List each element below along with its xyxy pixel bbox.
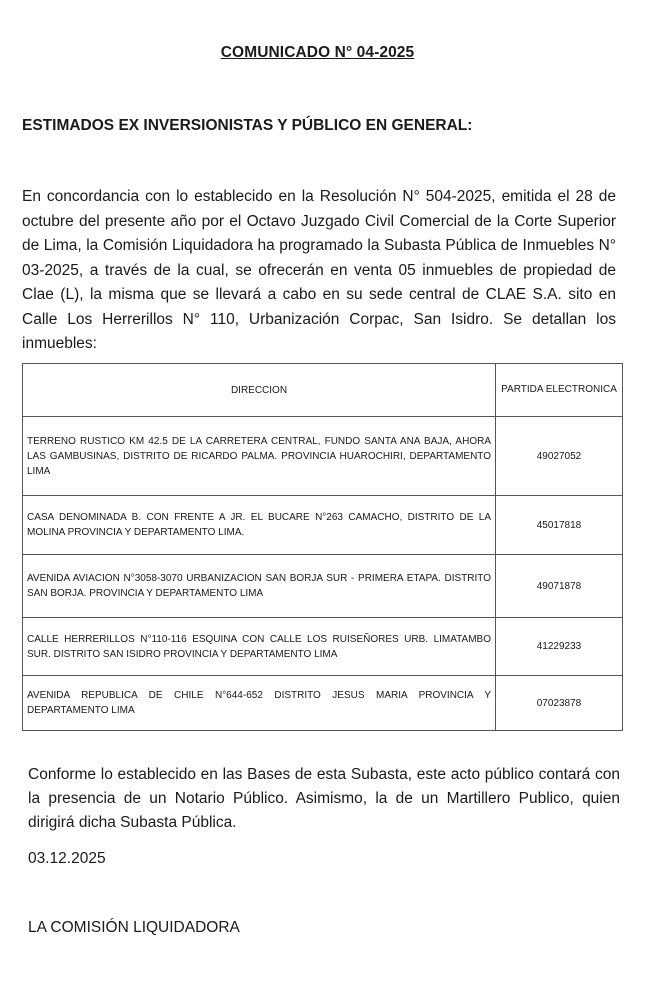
row-direccion: CASA DENOMINADA B. CON FRENTE A JR. EL BUCARE N°263 CAMACHO, DISTRITO DE LA MOLINA PROVINCIA Y DEPARTAMENTO LIMA. bbox=[23, 496, 496, 555]
closing-paragraph: Conforme lo establecido en las Bases de esta Subasta, este acto público contará con la presencia de un Notario Público. Asimismo, la de un Martillero Publico, quien dirigirá dicha Subasta Pública. bbox=[28, 766, 620, 831]
table-row bbox=[23, 496, 623, 555]
row-partida: 41229233 bbox=[496, 618, 623, 676]
salutation-heading: ESTIMADOS EX INVERSIONISTAS Y PÚBLICO EN GENERAL: bbox=[22, 117, 473, 134]
table-row bbox=[23, 555, 623, 618]
header-direccion: DIRECCION bbox=[23, 364, 496, 417]
row-partida: 49071878 bbox=[496, 555, 623, 618]
document-title: COMUNICADO N° 04-2025 bbox=[220, 44, 415, 61]
row-partida: 07023878 bbox=[496, 676, 623, 731]
row-direccion: AVENIDA REPUBLICA DE CHILE N°644-652 DISTRITO JESUS MARIA PROVINCIA Y DEPARTAMENTO LIMA bbox=[23, 676, 496, 731]
intro-paragraph: En concordancia con lo establecido en la Resolución N° 504-2025, emitida el 28 de octubre del presente año por el Octavo Juzgado Civil Comercial de la Corte Superior de Lima, la Comisión Liquidadora ha programado la Subasta Pública de Inmuebles N° 03-2025, a través de la cual, se ofrecerán en venta 05 inmuebles de propiedad de Clae (L), la misma que se llevará a cabo en su sede central de CLAE S.A. sito en Calle Los Herrerillos N° 110, Urbanización Corpac, San Isidro. Se detallan los inmuebles: bbox=[22, 188, 616, 352]
row-partida: 45017818 bbox=[496, 496, 623, 555]
row-direccion: AVENIDA AVIACION N°3058-3070 URBANIZACION SAN BORJA SUR - PRIMERA ETAPA. DISTRITO SAN BORJA. PROVINCIA Y DEPARTAMENTO LIMA bbox=[23, 555, 496, 618]
document-date: 03.12.2025 bbox=[28, 850, 106, 867]
table-row bbox=[23, 676, 623, 731]
row-direccion: CALLE HERRERILLOS N°110-116 ESQUINA CON CALLE LOS RUISEÑORES URB. LIMATAMBO SUR. DISTRITO SAN ISIDRO PROVINCIA Y DEPARTAMENTO LIMA bbox=[23, 618, 496, 676]
header-partida: PARTIDA ELECTRONICA bbox=[496, 364, 623, 417]
properties-table bbox=[22, 363, 623, 731]
table-header-row bbox=[23, 364, 623, 417]
table-row bbox=[23, 417, 623, 496]
row-direccion: TERRENO RUSTICO KM 42.5 DE LA CARRETERA CENTRAL, FUNDO SANTA ANA BAJA, AHORA LAS GAMBUSINAS, DISTRITO DE RICARDO PALMA. PROVINCIA HUAROCHIRI, DEPARTAMENTO LIMA bbox=[23, 417, 496, 496]
signature-line: LA COMISIÓN LIQUIDADORA bbox=[28, 919, 240, 936]
table-row bbox=[23, 618, 623, 676]
row-partida: 49027052 bbox=[496, 417, 623, 496]
